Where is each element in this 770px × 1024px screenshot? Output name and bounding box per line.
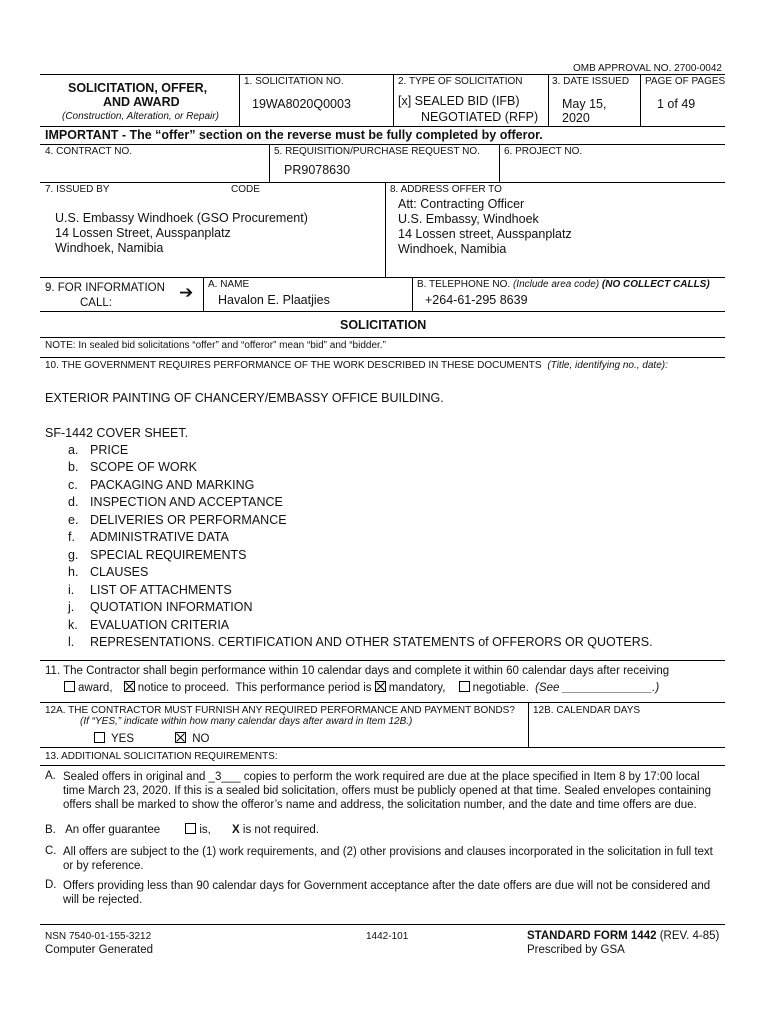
work-title: EXTERIOR PAINTING OF CHANCERY/EMBASSY OFFICE BUILDING. <box>45 391 444 405</box>
solicitation-no-label: 1. SOLICITATION NO. <box>244 76 344 87</box>
address-offer-label: 8. ADDRESS OFFER TO <box>390 184 502 195</box>
mandatory-checkbox[interactable] <box>375 681 386 692</box>
issued-by-line: 14 Lossen Street, Ausspanplatz <box>55 226 231 240</box>
for-information-label: 9. FOR INFORMATION <box>45 282 165 294</box>
cover-sheet-item <box>68 635 653 649</box>
rule <box>499 144 500 182</box>
bonds-no-label: NO <box>192 733 210 745</box>
standard-form-name: STANDARD FORM 1442 <box>527 930 657 942</box>
rule <box>528 702 529 747</box>
issued-by-label: 7. ISSUED BY <box>45 184 110 195</box>
project-no-label: 6. PROJECT NO. <box>504 146 583 157</box>
computer-generated: Computer Generated <box>45 944 154 956</box>
page-of-pages-value: 1 of 49 <box>657 97 696 111</box>
sealed-bid-option[interactable]: [x] SEALED BID (IFB) <box>398 94 520 108</box>
solicitation-heading: SOLICITATION <box>340 318 427 332</box>
prescribed-by: Prescribed by GSA <box>527 944 625 956</box>
item-letter: d. <box>68 495 79 509</box>
rule-top <box>40 74 725 75</box>
award-label: award, <box>78 682 113 694</box>
date-issued-line-1[interactable]: May 15, <box>562 97 607 111</box>
contact-name-value[interactable]: Havalon E. Plaatjies <box>218 293 330 307</box>
performance-period-text: 11. The Contractor shall begin performance within 10 calendar days and complete it within 60 calendar days after receiving <box>45 665 670 677</box>
rule <box>40 702 725 703</box>
form-subtitle: (Construction, Alteration, or Repair) <box>62 111 219 122</box>
nsn-number: NSN 7540-01-155-3212 <box>45 931 152 942</box>
negotiable-label: negotiable. <box>472 682 529 694</box>
bonds-label: 12A. THE CONTRACTOR MUST FURNISH ANY REQUIRED PERFORMANCE AND PAYMENT BONDS? <box>45 705 515 716</box>
telephone-label-text: B. TELEPHONE NO. <box>417 279 511 290</box>
item-letter: e. <box>68 513 79 527</box>
cover-sheet-item <box>68 600 253 614</box>
rule <box>40 126 725 127</box>
performance-options <box>64 681 659 694</box>
item-text: DELIVERIES OR PERFORMANCE <box>90 513 287 527</box>
form-title-line-1: SOLICITATION, OFFER, <box>68 81 208 95</box>
telephone-value[interactable]: +264-61-295 8639 <box>425 293 528 307</box>
cover-sheet-item <box>68 513 287 527</box>
rule <box>640 74 641 126</box>
requisition-no-label: 5. REQUISITION/PURCHASE REQUEST NO. <box>274 146 480 157</box>
item-text: SPECIAL REQUIREMENTS <box>90 548 247 562</box>
form-title-line-2: AND AWARD <box>103 95 180 109</box>
cover-sheet-item <box>68 495 283 509</box>
address-offer-line: 14 Lossen street, Ausspanplatz <box>398 227 572 241</box>
item-text: PACKAGING AND MARKING <box>90 478 255 492</box>
work-description-label <box>45 360 668 371</box>
item-letter: l. <box>68 635 75 649</box>
solicitation-no-value[interactable]: 19WA8020Q0003 <box>252 97 351 111</box>
requirement-a-letter: A. <box>45 770 56 782</box>
requirement-c-letter: C. <box>45 845 57 857</box>
bonds-yes-checkbox[interactable] <box>94 732 105 743</box>
performance-period-label: This performance period is <box>235 682 372 694</box>
work-description-label-note: (Title, identifying no., date): <box>547 360 668 371</box>
rule <box>269 144 270 182</box>
item-text: SCOPE OF WORK <box>90 460 197 474</box>
cover-sheet-item <box>68 565 148 579</box>
notice-to-proceed-checkbox[interactable] <box>124 681 135 692</box>
rule <box>385 182 386 277</box>
guarantee-not-label: is not required. <box>242 824 319 836</box>
item-text: INSPECTION AND ACCEPTANCE <box>90 495 283 509</box>
rule <box>40 277 725 278</box>
rule <box>40 660 725 661</box>
cover-sheet-item <box>68 460 197 474</box>
item-text: REPRESENTATIONS. CERTIFICATION AND OTHER STATEMENTS of OFFERORS OR QUOTERS. <box>90 635 653 649</box>
cover-sheet-item <box>68 548 247 562</box>
item-letter: j. <box>68 600 75 614</box>
cover-sheet-item <box>68 478 254 492</box>
rule-bottom <box>40 924 725 925</box>
name-label: A. NAME <box>208 279 250 290</box>
telephone-note: (Include area code) <box>512 279 600 290</box>
standard-form-revision: (REV. 4-85) <box>659 930 720 942</box>
requirement-c-text: All offers are subject to the (1) work requirements, and (2) other provisions and clauses incorporated in the solicitation in full text or by reference. <box>63 846 713 872</box>
bonds-no-checkbox[interactable] <box>175 732 186 743</box>
item-letter: g. <box>68 548 79 562</box>
contract-no-label: 4. CONTRACT NO. <box>45 146 133 157</box>
code-label: CODE <box>231 184 260 195</box>
rule <box>203 277 204 311</box>
offer-guarantee-label: An offer guarantee <box>65 824 161 836</box>
rule <box>40 747 725 748</box>
telephone-label <box>417 279 710 290</box>
mandatory-label: mandatory, <box>388 682 446 694</box>
rule <box>40 337 725 338</box>
address-offer-line: Att: Contracting Officer <box>398 197 525 211</box>
rule <box>40 357 725 358</box>
requirement-b-letter: B. <box>45 824 56 836</box>
guarantee-is-checkbox[interactable] <box>185 823 196 834</box>
negotiated-option[interactable]: NEGOTIATED (RFP) <box>421 110 539 124</box>
cover-sheet-heading: SF-1442 COVER SHEET. <box>45 426 189 440</box>
item-text: QUOTATION INFORMATION <box>90 600 253 614</box>
cover-sheet-item <box>68 583 232 597</box>
item-letter: k. <box>68 618 78 632</box>
rule <box>40 182 725 183</box>
bonds-options <box>94 732 209 745</box>
call-label: CALL: <box>80 297 112 309</box>
requirement-a-text: Sealed offers in original and _3___ copies to perform the work required are due at the place specified in Item 8 by 17:00 local time March 23, 2020. If this is a sealed bid solicitation, offers must be publicly opened at that time. Sealed envelopes containing offers shall be marked to show the offeror’s name and address, the solicitation number, and the date and time offers are due. <box>63 771 711 811</box>
item-text: LIST OF ATTACHMENTS <box>90 583 232 597</box>
item-letter: b. <box>68 460 79 474</box>
arrow-right-icon: ➔ <box>179 283 194 302</box>
bonds-yes-label: YES <box>111 733 135 745</box>
rule <box>40 144 725 145</box>
issued-by-line: Windhoek, Namibia <box>55 241 164 255</box>
award-checkbox[interactable] <box>64 681 75 692</box>
no-collect-calls: (NO COLLECT CALLS) <box>601 279 710 290</box>
notice-to-proceed-label: notice to proceed. <box>137 682 230 694</box>
solicitation-type-label: 2. TYPE OF SOLICITATION <box>398 76 523 87</box>
requisition-no-value[interactable]: PR9078630 <box>284 163 351 177</box>
cover-sheet-item <box>68 618 229 632</box>
page-of-pages-label: PAGE OF PAGES <box>645 76 726 87</box>
see-reference: (See ______________.) <box>535 682 660 694</box>
rule <box>40 311 725 312</box>
requirement-d-letter: D. <box>45 879 57 891</box>
additional-requirements-label: 13. ADDITIONAL SOLICITATION REQUIREMENTS: <box>45 751 278 762</box>
item-letter: a. <box>68 443 79 457</box>
calendar-days-label: 12B. CALENDAR DAYS <box>533 705 641 716</box>
item-text: ADMINISTRATIVE DATA <box>90 530 229 544</box>
requirement-b <box>45 823 319 836</box>
item-letter: h. <box>68 565 79 579</box>
requirement-d-text: Offers providing less than 90 calendar days for Government acceptance after the date offers are due will not be considered and will be rejected. <box>63 880 711 906</box>
negotiable-checkbox[interactable] <box>459 681 470 692</box>
item-letter: f. <box>68 530 75 544</box>
item-text: PRICE <box>90 443 129 457</box>
work-description-label-text: 10. THE GOVERNMENT REQUIRES PERFORMANCE OF THE WORK DESCRIBED IN THESE DOCUMENTS <box>45 360 542 371</box>
standard-form-label <box>527 930 719 942</box>
rule <box>239 74 240 126</box>
item-letter: c. <box>68 478 78 492</box>
rule <box>40 765 725 766</box>
cover-sheet-item <box>68 530 229 544</box>
sealed-bid-note: NOTE: In sealed bid solicitations “offer” and “offeror” mean “bid” and “bidder.” <box>45 340 386 351</box>
item-letter: i. <box>68 583 75 597</box>
address-offer-line: Windhoek, Namibia <box>398 242 507 256</box>
guarantee-is-label: is, <box>199 824 211 836</box>
date-issued-label: 3. DATE ISSUED <box>552 76 630 87</box>
address-offer-line: U.S. Embassy, Windhoek <box>398 212 539 226</box>
item-text: CLAUSES <box>90 565 149 579</box>
bonds-note: (If “YES,” indicate within how many calendar days after award in Item 12B.) <box>80 716 413 727</box>
important-notice: IMPORTANT - The “offer” section on the reverse must be fully completed by offeror. <box>45 128 543 142</box>
rule <box>412 277 413 311</box>
omb-approval: OMB APPROVAL NO. 2700-0042 <box>573 63 722 74</box>
rule <box>548 74 549 126</box>
form-code: 1442-101 <box>366 931 409 942</box>
rule <box>393 74 394 126</box>
issued-by-line: U.S. Embassy Windhoek (GSO Procurement) <box>55 211 308 225</box>
cover-sheet-item <box>68 443 128 457</box>
item-text: EVALUATION CRITERIA <box>90 618 230 632</box>
date-issued-line-2[interactable]: 2020 <box>562 111 590 125</box>
guarantee-not-mark[interactable]: X <box>232 824 240 836</box>
